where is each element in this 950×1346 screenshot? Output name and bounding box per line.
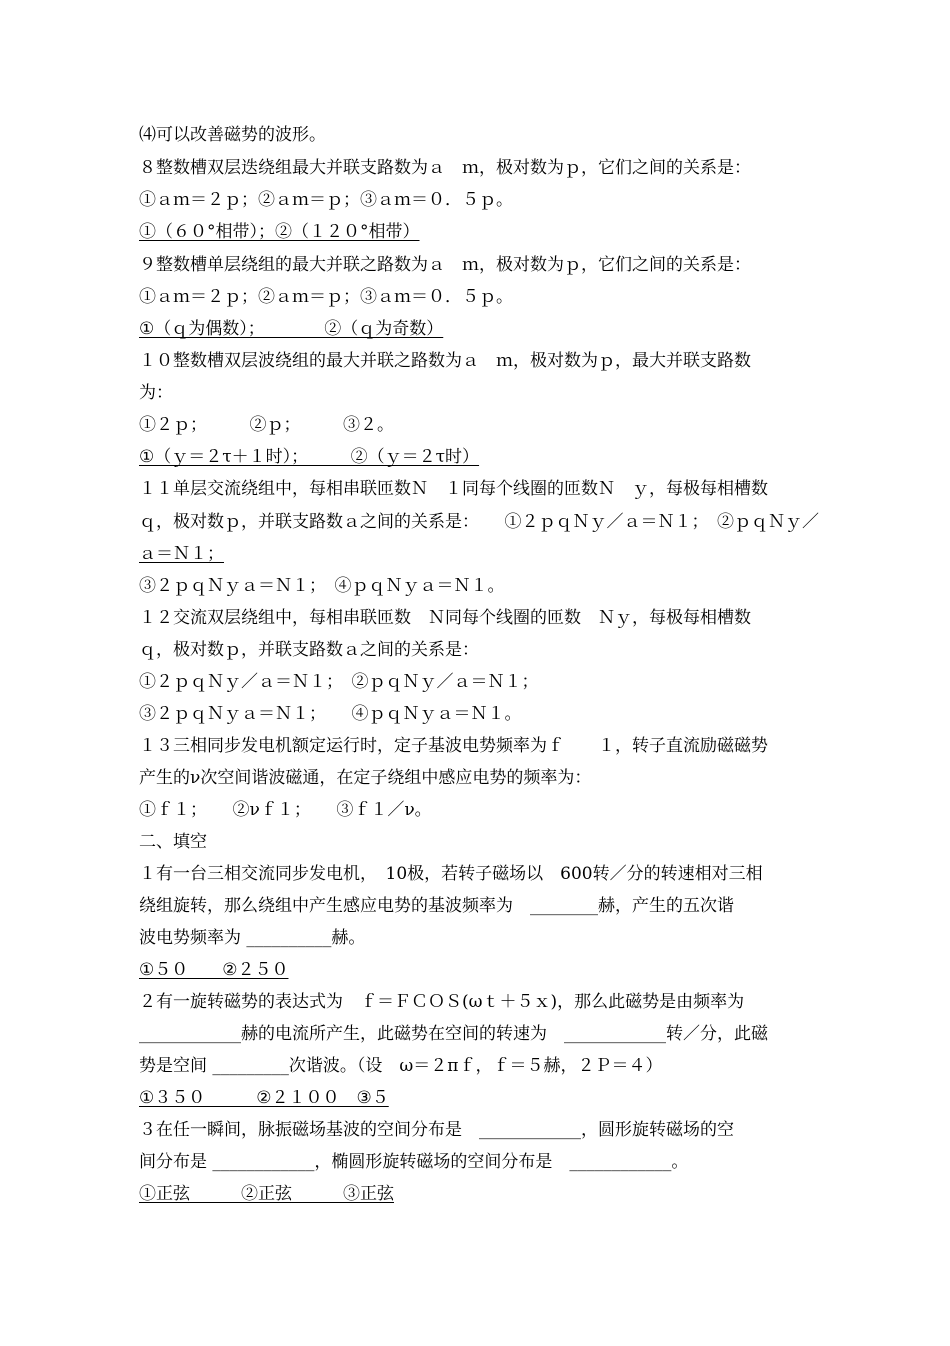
question-12-cont: ｑ，极对数ｐ，并联支路数ａ之间的关系是： (139, 640, 479, 660)
question-9: ９整数槽单层绕组的最大并联之路数为ａ ｍ，极对数为ｐ，它们之间的关系是： (139, 255, 751, 275)
fill-question-2-answer: ①３５０ ②２１００ ③５ (139, 1088, 389, 1108)
fill-question-3: ３在任一瞬间，脉振磁场基波的空间分布是 ____________，圆形旋转磁场的空 (139, 1120, 734, 1140)
question-11-cont-2: ａ＝Ｎ１； (139, 544, 224, 564)
question-9-options: ①ａｍ＝２ｐ；②ａｍ＝ｐ；③ａｍ＝０．５ｐ。 (139, 287, 513, 307)
fill-question-1-answer: ①５０ ②２５０ (139, 960, 289, 980)
question-12-options-2: ③２ｐｑＮｙａ＝Ｎ１； ④ｐｑＮｙａ＝Ｎ１。 (139, 704, 522, 724)
question-11-cont: ｑ，极对数ｐ，并联支路数ａ之间的关系是： ①２ｐｑＮｙ／ａ＝Ｎ１； ②ｐｑＮｙ／ (139, 512, 819, 532)
question-10-options: ①２ｐ； ②ｐ； ③２。 (139, 415, 394, 435)
fill-question-2-cont: ____________赫的电流所产生，此磁势在空间的转速为 ____________转／分，此磁 (139, 1024, 768, 1044)
question-11: １１单层交流绕组中，每相串联匝数Ｎ １同每个线圈的匝数Ｎ ｙ，每极每相槽数 (139, 479, 768, 499)
fill-question-3-cont: 间分布是 ____________，椭圆形旋转磁场的空间分布是 ____________。 (139, 1152, 689, 1172)
question-9-answer: ①（ｑ为偶数）； ②（ｑ为奇数） (139, 319, 444, 339)
question-12: １２交流双层绕组中，每相串联匝数 Ｎ同每个线圈的匝数 Ｎｙ，每极每相槽数 (139, 608, 751, 628)
fill-question-1-cont: 绕组旋转，那么绕组中产生感应电势的基波频率为 ________赫，产生的五次谐 (139, 896, 734, 916)
section-heading: 二、填空 (139, 832, 207, 852)
question-10-cont: 为： (139, 383, 173, 403)
question-8-answer: ①（６０°相带）；②（１２０°相带） (139, 222, 420, 242)
question-10-answer: ①（ｙ＝２τ＋１时）； ②（ｙ＝２τ时） (139, 447, 480, 467)
question-13-options: ①ｆ１； ②νｆ１； ③ｆ１／ν。 (139, 800, 432, 820)
fill-question-1: １有一台三相交流同步发电机， 10极，若转子磁场以 600转／分的转速相对三相 (139, 864, 763, 884)
fill-question-2-cont-2: 势是空间 _________次谐波。（设 ω＝２πｆ，ｆ＝５赫，２Ｐ＝４） (139, 1056, 663, 1076)
question-13-cont: 产生的ν次空间谐波磁通，在定子绕组中感应电势的频率为： (139, 768, 592, 788)
question-11-options: ③２ｐｑＮｙａ＝Ｎ１； ④ｐｑＮｙａ＝Ｎ１。 (139, 576, 505, 596)
question-8: ８整数槽双层迭绕组最大并联支路数为ａ ｍ，极对数为ｐ，它们之间的关系是： (139, 158, 751, 178)
question-10: １０整数槽双层波绕组的最大并联之路数为ａ ｍ，极对数为ｐ，最大并联支路数 (139, 351, 751, 371)
question-12-options-1: ①２ｐｑＮｙ／ａ＝Ｎ１； ②ｐｑＮｙ／ａ＝Ｎ１； (139, 672, 539, 692)
fill-question-2: ２有一旋转磁势的表达式为 ｆ＝ＦＣＯＳ(ωｔ＋５ｘ)，那么此磁势是由频率为 (139, 992, 745, 1012)
question-8-options: ①ａｍ＝２ｐ；②ａｍ＝ｐ；③ａｍ＝０．５ｐ。 (139, 190, 513, 210)
fill-question-3-answer: ①正弦 ②正弦 ③正弦 (139, 1184, 394, 1204)
text-line-1: ⑷可以改善磁势的波形。 (139, 125, 326, 145)
fill-question-1-cont-2: 波电势频率为 __________赫。 (139, 928, 366, 948)
question-13: １３三相同步发电机额定运行时，定子基波电势频率为ｆ １，转子直流励磁磁势 (139, 736, 768, 756)
